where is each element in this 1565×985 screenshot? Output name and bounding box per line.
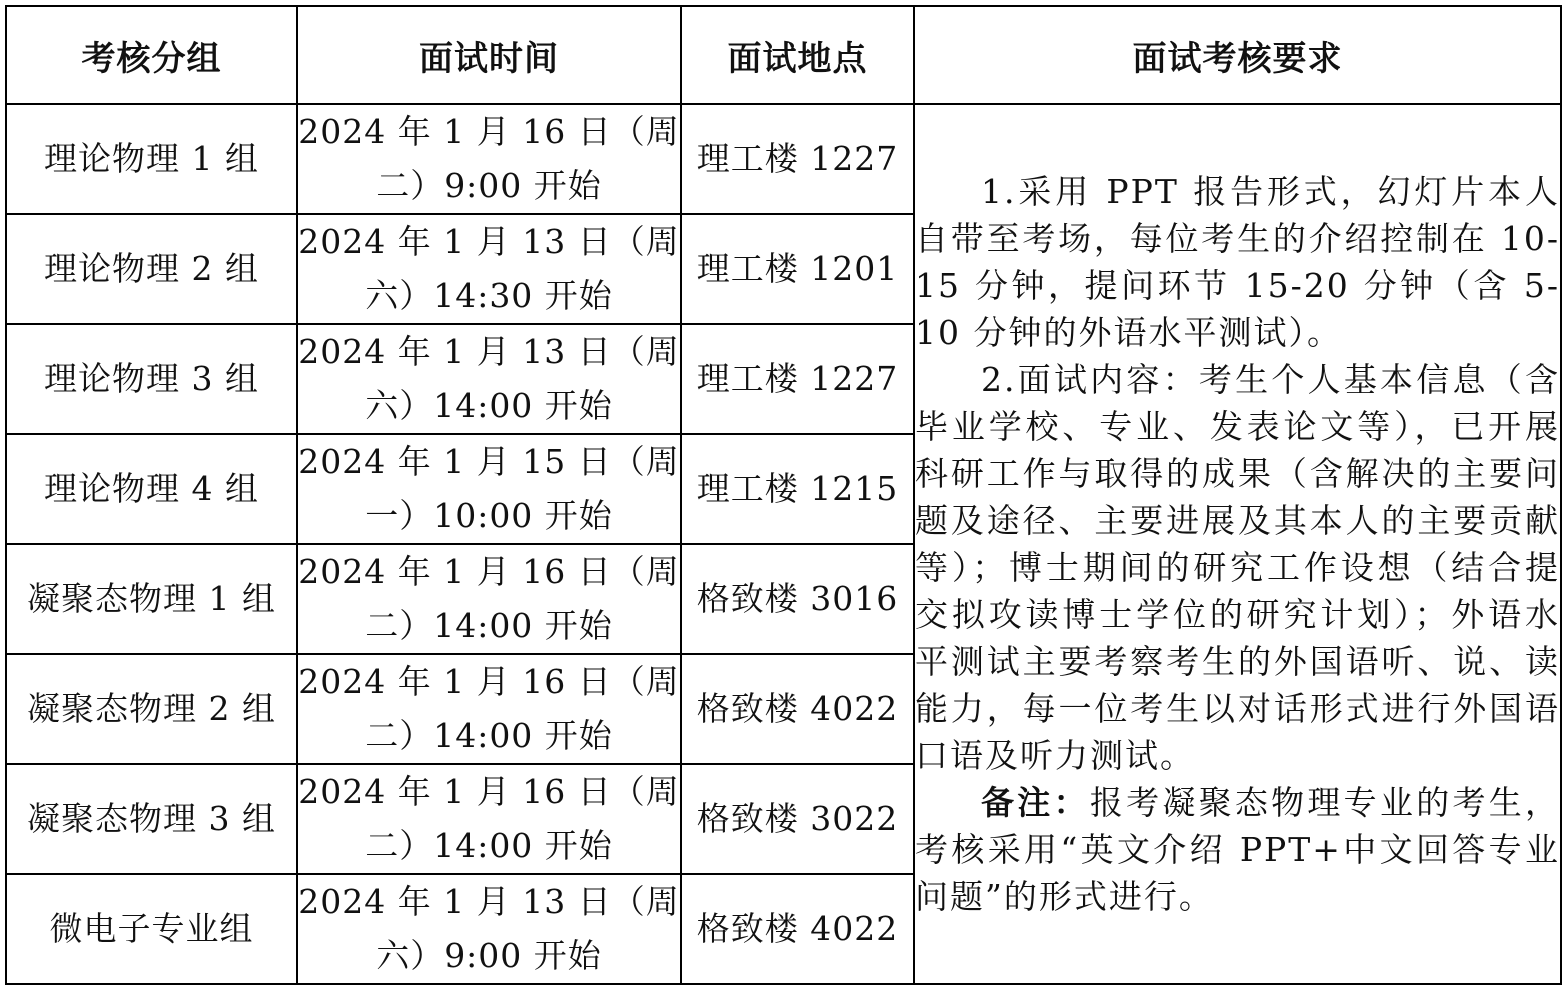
header-row	[6, 6, 1561, 104]
group-cell: 理论物理 2 组	[6, 214, 297, 324]
time-cell: 2024 年 1 月 13 日（周六）9:00 开始	[297, 874, 681, 984]
place-cell: 理工楼 1201	[681, 214, 914, 324]
place-cell: 格致楼 4022	[681, 874, 914, 984]
interview-schedule-table	[5, 5, 1562, 985]
place-cell: 理工楼 1215	[681, 434, 914, 544]
time-cell: 2024 年 1 月 16 日（周二）14:00 开始	[297, 654, 681, 764]
place-cell: 格致楼 3016	[681, 544, 914, 654]
header-requirements: 面试考核要求	[914, 6, 1561, 104]
header-group: 考核分组	[6, 6, 297, 104]
time-cell: 2024 年 1 月 16 日（周二）14:00 开始	[297, 764, 681, 874]
place-cell: 理工楼 1227	[681, 324, 914, 434]
group-cell: 凝聚态物理 2 组	[6, 654, 297, 764]
group-cell: 凝聚态物理 3 组	[6, 764, 297, 874]
time-cell: 2024 年 1 月 15 日（周一）10:00 开始	[297, 434, 681, 544]
requirements-cell	[914, 104, 1561, 984]
place-cell: 格致楼 3022	[681, 764, 914, 874]
note-label: 备注：	[981, 783, 1090, 822]
requirement-note	[915, 779, 1560, 920]
time-cell: 2024 年 1 月 16 日（周二）9:00 开始	[297, 104, 681, 214]
note-text: 报考凝聚态物理专业的考生，考核采用“英文介绍 PPT+中文回答专业问题”的形式进行。	[915, 783, 1561, 916]
place-cell: 格致楼 4022	[681, 654, 914, 764]
group-cell: 理论物理 1 组	[6, 104, 297, 214]
requirement-item-2: 2.面试内容：考生个人基本信息（含毕业学校、专业、发表论文等），已开展科研工作与取得的成果（含解决的主要问题及途径、主要进展及其本人的主要贡献等）；博士期间的研究工作设想（结合提交拟攻读博士学位的研究计划）；外语水平测试主要考察考生的外国语听、说、读能力，每一位考生以对话形式进行外国语口语及听力测试。	[915, 360, 1560, 775]
table-row	[6, 104, 1561, 214]
group-cell: 微电子专业组	[6, 874, 297, 984]
time-cell: 2024 年 1 月 13 日（周六）14:30 开始	[297, 214, 681, 324]
group-cell: 凝聚态物理 1 组	[6, 544, 297, 654]
place-cell: 理工楼 1227	[681, 104, 914, 214]
group-cell: 理论物理 3 组	[6, 324, 297, 434]
time-cell: 2024 年 1 月 13 日（周六）14:00 开始	[297, 324, 681, 434]
header-place: 面试地点	[681, 6, 914, 104]
time-cell: 2024 年 1 月 16 日（周二）14:00 开始	[297, 544, 681, 654]
requirement-item-1: 1.采用 PPT 报告形式，幻灯片本人自带至考场，每位考生的介绍控制在 10-15 分钟，提问环节 15-20 分钟（含 5-10 分钟的外语水平测试）。	[915, 172, 1560, 352]
group-cell: 理论物理 4 组	[6, 434, 297, 544]
header-time: 面试时间	[297, 6, 681, 104]
